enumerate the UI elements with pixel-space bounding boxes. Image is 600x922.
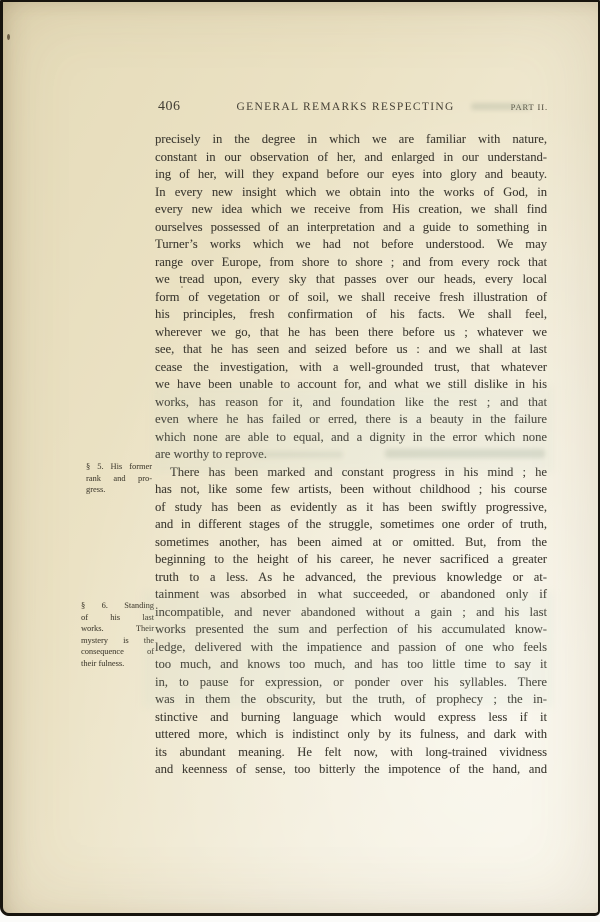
- text-line: are worthy to reprove.: [155, 447, 267, 461]
- text-line: works presented the sum and perfection of his accumulated know-: [155, 622, 547, 636]
- text-line: uttered more, which is indistinct only by its fulness, and dark with: [155, 727, 547, 741]
- text-line: ledge, delivered with the impatience and passion of one who feels: [155, 639, 547, 654]
- part-label: PART II.: [510, 102, 548, 112]
- text-line: which none are able to equal, and a dignity in the error which none: [155, 429, 547, 444]
- text-line: was in them the obscurity, but the truth, of prophecy ; the in-: [155, 692, 547, 706]
- scan-tint-band: [143, 592, 553, 707]
- text-line: cease the investigation, with a well-grounded trust, that whatever: [155, 359, 547, 374]
- scan-tint-band: [153, 387, 553, 472]
- text-line: ourselves possessed of an interpretation and a guide to something in: [155, 219, 547, 234]
- margin-note: [86, 461, 152, 496]
- text-line: and in different stages of the struggle, sometimes one order of truth,: [155, 517, 547, 531]
- running-title: GENERAL REMARKS RESPECTING: [236, 101, 455, 113]
- text-line: has not, like some few artists, been without childhood ; his course: [155, 482, 547, 496]
- text-line: and keenness of sense, too bitterly the impotence of the hand, and: [155, 762, 547, 776]
- text-line: incompatible, and never abandoned without a gain ; and his last: [155, 604, 547, 619]
- text-line: in, to pause for expression, or ponder over his syllables. There: [155, 674, 547, 689]
- text-line: every new idea which we receive from His creation, we shall find: [155, 202, 547, 216]
- margin-note-line: mystery is the: [81, 635, 154, 645]
- text-line: we tread upon, every sky that passes over our heads, every local: [155, 272, 547, 286]
- margin-note-line: consequence of: [81, 647, 154, 657]
- text-line: truth to a less. As he advanced, the previous knowledge or at-: [155, 569, 547, 584]
- margin-note-line: gress.: [86, 485, 106, 495]
- text-line: ing of her, will they expand before our eyes into glory and beauty.: [155, 167, 547, 181]
- text-line: constant in our observation of her, and enlarged in our understand-: [155, 149, 547, 164]
- text-line: stinctive and burning language which would express less if it: [155, 709, 547, 724]
- margin-note-line: of his last: [81, 612, 154, 622]
- margin-note-line: § 5. His former: [86, 462, 152, 471]
- margin-note-line: rank and pro-: [86, 473, 152, 483]
- text-line: we have been unable to account for, and what we still dislike in his: [155, 377, 547, 391]
- ink-speck: [7, 34, 10, 40]
- ink-speck: [181, 286, 183, 288]
- text-line: precisely in the degree in which we are familiar with nature,: [155, 132, 547, 146]
- page-number: 406: [158, 99, 181, 114]
- text-line: beginning to the height of his career, he never sacrificed a greater: [155, 552, 547, 566]
- text-line: even where he has failed or erred, there is a beauty in the failure: [155, 412, 547, 426]
- text-line: form of vegetation or of soil, we shall receive fresh illustration of: [155, 289, 547, 304]
- text-line: of study has been as evidently as it has been swiftly progressive,: [155, 499, 547, 514]
- margin-note-line: works. Their: [81, 624, 154, 634]
- text-line: In every new insight which we obtain into the works of God, in: [155, 184, 547, 199]
- text-line: tainment was absorbed in what succeeded, or abandoned only if: [155, 587, 547, 601]
- text-line: too much, and knows too much, and has too little time to say it: [155, 657, 547, 671]
- text-line: There has been marked and constant progress in his mind ; he: [170, 464, 547, 479]
- text-line: its abundant meaning. He felt now, with long-trained vividness: [155, 744, 547, 759]
- margin-note-line: § 6. Standing: [81, 601, 154, 610]
- text-line: see, that he has seen and seized before us : and we shall at last: [155, 342, 547, 356]
- show-through-ghost: [471, 103, 531, 110]
- text-line: works, has reason for it, and foundation like the rest ; and that: [155, 394, 547, 409]
- text-line: range over Europe, from shore to shore ; and from every rock that: [155, 254, 547, 269]
- text-line: his principles, fresh confirmation of his facts. We shall feel,: [155, 307, 547, 321]
- text-line: wherever we go, that he has been there before us ; whatever we: [155, 324, 547, 339]
- margin-note-line: their fulness.: [81, 658, 125, 668]
- text-line: sometimes another, has been aimed at or omitted. But, from the: [155, 534, 547, 549]
- text-line: Turner’s works which we had not before understood. We may: [155, 237, 547, 251]
